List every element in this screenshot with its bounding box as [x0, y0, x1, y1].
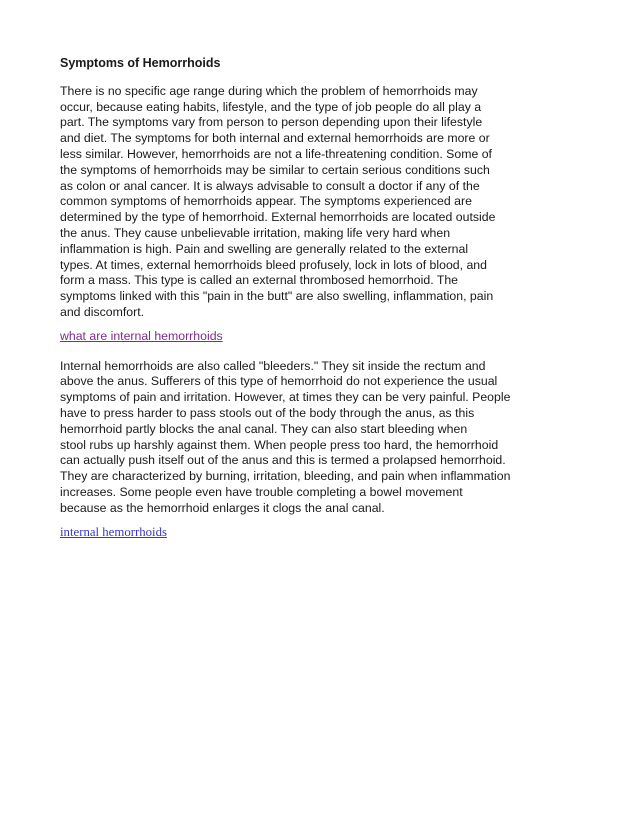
paragraph-line: the anus. They cause unbelievable irritation, making life very hard when [60, 225, 451, 240]
document-page [60, 56, 530, 540]
paragraph-line: above the anus. Sufferers of this type of hemorrhoid do not experience the usual [60, 374, 498, 389]
paragraph-line: symptoms linked with this "pain in the butt" are also swelling, inflammation, pain [60, 289, 494, 304]
internal-hemorrhoids-link[interactable]: internal hemorrhoids [60, 524, 167, 539]
paragraph-line: symptoms of pain and irritation. However, at times they can be very painful. People [60, 390, 511, 405]
document-title: Symptoms of Hemorrhoids [60, 56, 221, 70]
paragraph-line: the symptoms of hemorrhoids may be similar to certain serious conditions such [60, 162, 490, 177]
paragraph-line: increases. Some people even have trouble completing a bowel movement [60, 484, 463, 499]
paragraph-line: hemorrhoid partly blocks the anal canal. They can also start bleeding when [60, 421, 468, 436]
paragraph-line: and diet. The symptoms for both internal and external hemorrhoids are more or [60, 131, 490, 146]
paragraph-line: determined by the type of hemorrhoid. External hemorrhoids are located outside [60, 210, 496, 225]
paragraph-line: types. At times, external hemorrhoids bleed profusely, lock in lots of blood, and [60, 257, 487, 272]
paragraph-line: and discomfort. [60, 304, 145, 319]
paragraph-line: There is no specific age range during which the problem of hemorrhoids may [60, 83, 478, 98]
paragraph-symptoms [60, 84, 530, 321]
paragraph-line: part. The symptoms vary from person to person depending upon their lifestyle [60, 115, 483, 130]
paragraph-line: common symptoms of hemorrhoids appear. The symptoms experienced are [60, 194, 472, 209]
paragraph-line: occur, because eating habits, lifestyle, and the type of job people do all play a [60, 99, 482, 114]
paragraph-internal [60, 359, 530, 517]
paragraph-line: inflammation is high. Pain and swelling are generally related to the external [60, 241, 469, 256]
paragraph-line: as colon or anal cancer. It is always advisable to consult a doctor if any of the [60, 178, 480, 193]
paragraph-line: have to press harder to pass stools out of the body through the anus, as this [60, 405, 475, 420]
what-are-internal-hemorrhoids-link[interactable]: what are internal hemorrhoids [60, 328, 223, 343]
paragraph-line: stool rubs up harshly against them. When people press too hard, the hemorrhoid [60, 437, 499, 452]
paragraph-line: form a mass. This type is called an external thrombosed hemorrhoid. The [60, 273, 459, 288]
paragraph-line: Internal hemorrhoids are also called "bleeders." They sit inside the rectum and [60, 358, 486, 373]
paragraph-line: They are characterized by burning, irritation, bleeding, and pain when inflammation [60, 469, 511, 484]
paragraph-line: less similar. However, hemorrhoids are not a life-threatening condition. Some of [60, 146, 492, 161]
paragraph-line: can actually push itself out of the anus and this is termed a prolapsed hemorrhoid. [60, 453, 506, 468]
paragraph-line: because as the hemorrhoid enlarges it clogs the anal canal. [60, 500, 385, 515]
